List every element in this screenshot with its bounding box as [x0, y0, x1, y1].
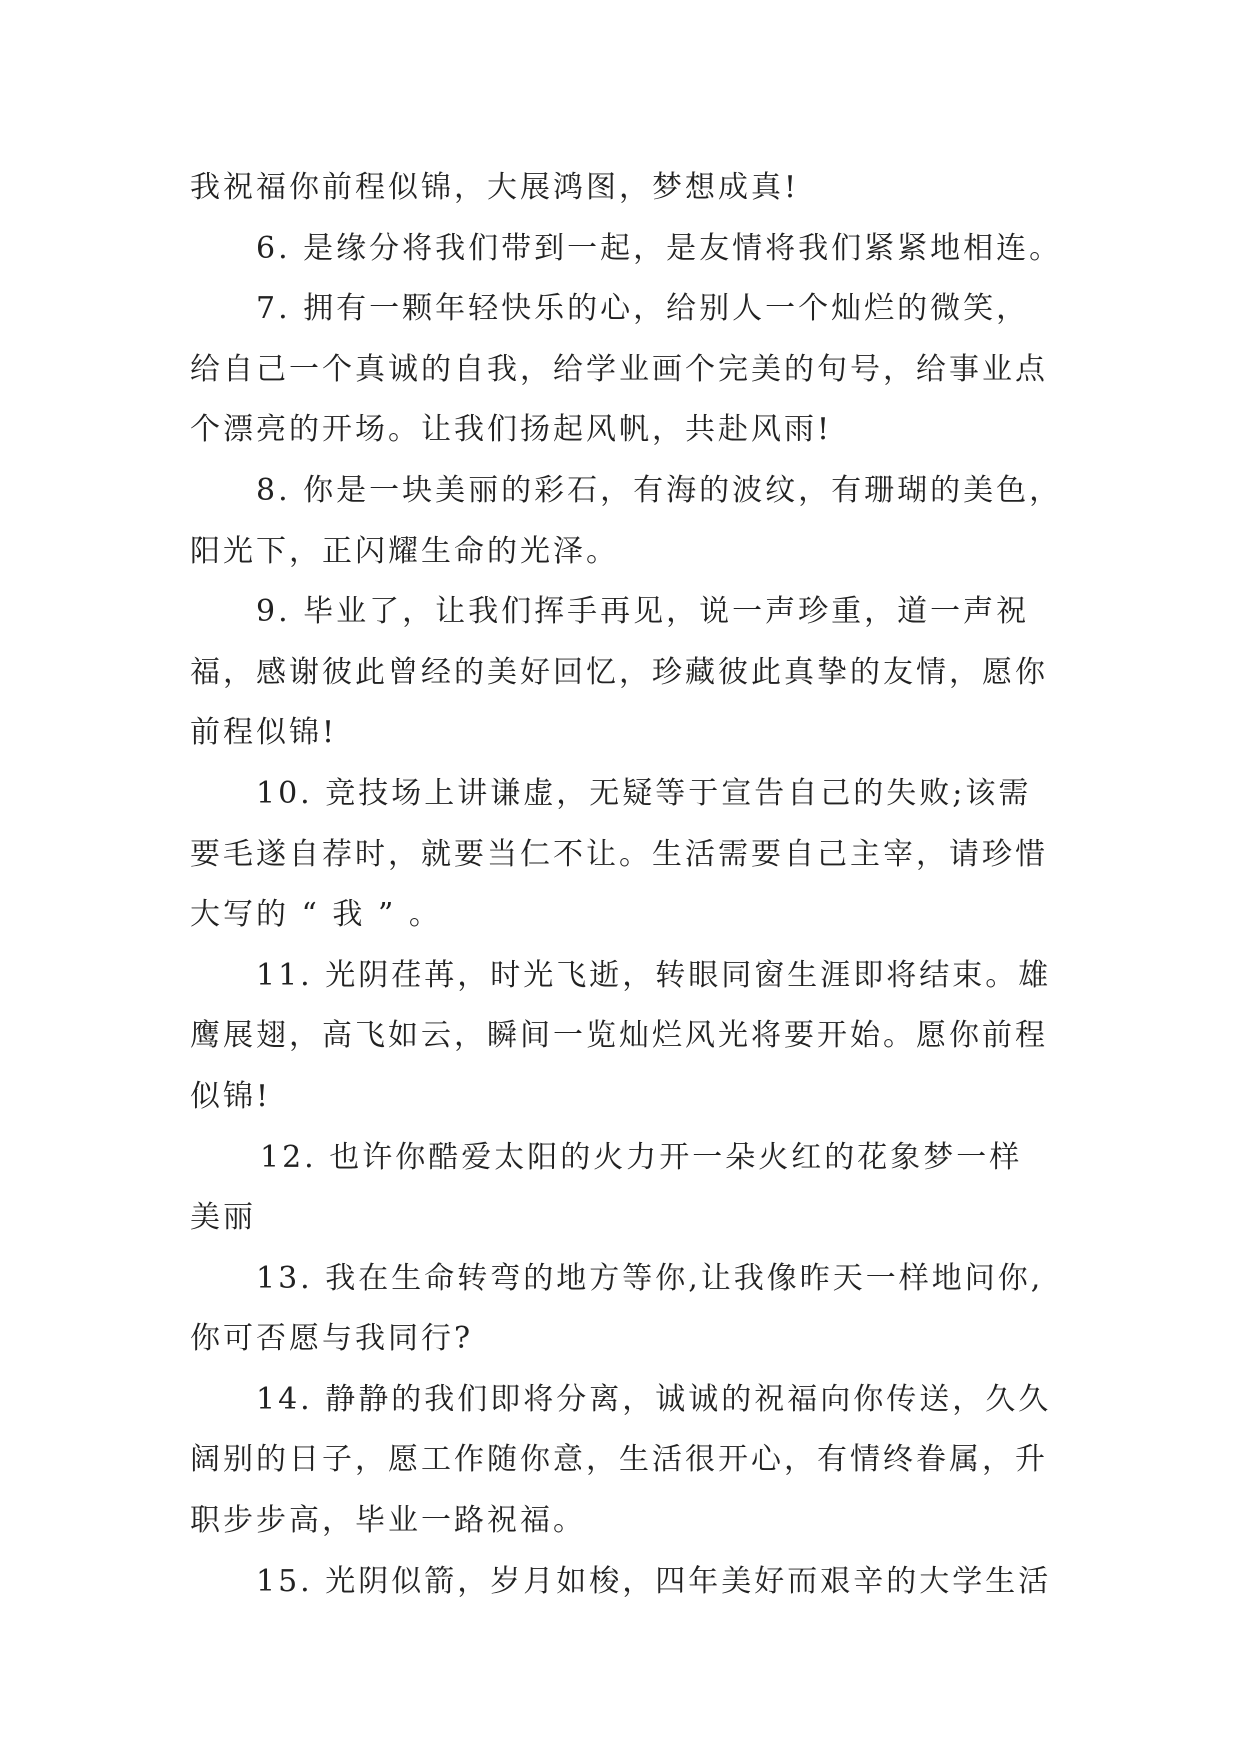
text-line: 给自己一个真诚的自我，给学业画个完美的句号，给事业点: [190, 351, 1048, 387]
text-line: 14. 静静的我们即将分离，诚诚的祝福向你传送，久久: [256, 1381, 1052, 1417]
text-line: 13. 我在生命转弯的地方等你,让我像昨天一样地问你,: [256, 1260, 1044, 1296]
text-line: 阔别的日子，愿工作随你意，生活很开心，有情终眷属，升: [190, 1442, 1048, 1478]
text-line: 个漂亮的开场。让我们扬起风帆，共赴风雨!: [190, 412, 833, 448]
text-line: 我祝福你前程似锦，大展鸿图，梦想成真!: [190, 170, 800, 205]
text-line: 似锦!: [190, 1078, 272, 1114]
document-body: [190, 158, 1080, 1612]
text-line: 大写的 “ 我 ” 。: [190, 897, 442, 933]
text-line: 你可否愿与我同行?: [190, 1321, 474, 1357]
text-line: 10. 竞技场上讲谦虚，无疑等于宣告自己的失败;该需: [256, 775, 1032, 811]
text-line: 前程似锦!: [190, 715, 338, 751]
text-line: 15. 光阴似箭，岁月如梭，四年美好而艰辛的大学生活: [256, 1563, 1052, 1599]
text-line: 8. 你是一块美丽的彩石，有海的波纹，有珊瑚的美色，: [256, 472, 1063, 508]
text-line: 美丽: [190, 1200, 256, 1236]
text-line: 要毛遂自荐时，就要当仁不让。生活需要自己主宰，请珍惜: [190, 836, 1048, 872]
text-line: 职步步高，毕业一路祝福。: [190, 1503, 586, 1539]
text-line: 阳光下，正闪耀生命的光泽。: [190, 533, 619, 569]
text-line: 6. 是缘分将我们带到一起，是友情将我们紧紧地相连。: [256, 230, 1063, 266]
text-line: 12. 也许你酷爱太阳的火力开一朵火红的花象梦一样: [260, 1139, 1023, 1175]
text-line: 11. 光阴荏苒，时光飞逝，转眼同窗生涯即将结束。雄: [256, 957, 1052, 993]
text-line: 9. 毕业了，让我们挥手再见，说一声珍重，道一声祝: [256, 594, 1030, 630]
text-line: 7. 拥有一颗年轻快乐的心，给别人一个灿烂的微笑，: [256, 291, 1030, 327]
text-line: 鹰展翅，高飞如云，瞬间一览灿烂风光将要开始。愿你前程: [190, 1018, 1048, 1054]
text-line: 福，感谢彼此曾经的美好回忆，珍藏彼此真挚的友情，愿你: [190, 654, 1048, 690]
